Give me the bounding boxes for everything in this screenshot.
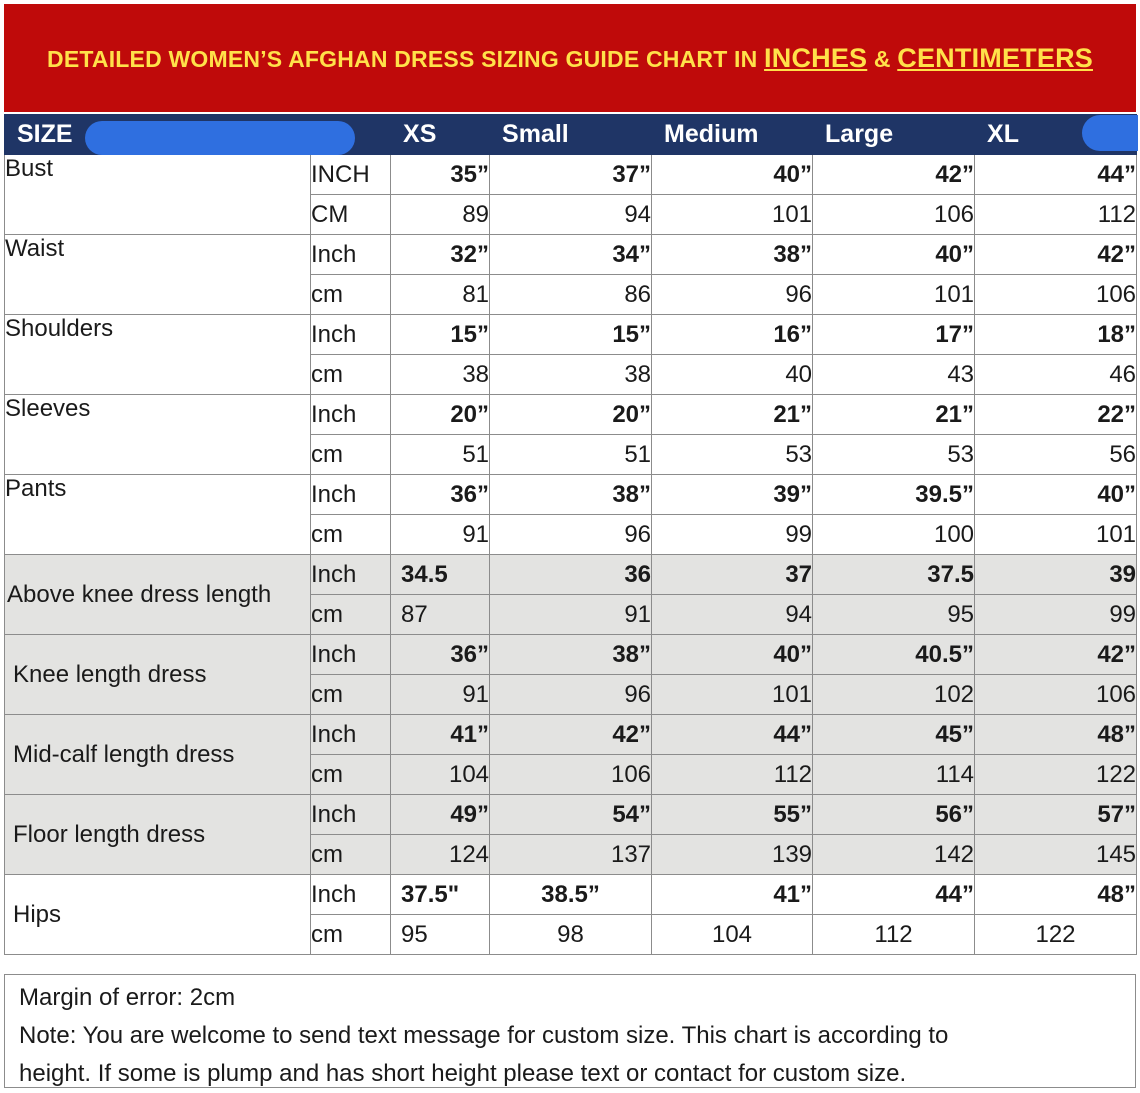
note-line-2: height. If some is plump and has short height please text or contact for custom size. bbox=[19, 1060, 907, 1087]
size-value-cell: 38.5” bbox=[490, 875, 652, 915]
notes-box bbox=[4, 974, 1136, 1088]
unit-label: Inch bbox=[311, 635, 391, 675]
size-value-cell: 101 bbox=[975, 515, 1137, 555]
size-value-cell: 102 bbox=[813, 675, 975, 715]
unit-label: cm bbox=[311, 915, 391, 955]
size-value-cell: 106 bbox=[490, 755, 652, 795]
size-value-cell: 48” bbox=[975, 715, 1137, 755]
size-value-cell: 42” bbox=[975, 235, 1137, 275]
unit-label: Inch bbox=[311, 875, 391, 915]
size-value-cell: 122 bbox=[975, 755, 1137, 795]
size-value-cell: 40” bbox=[975, 475, 1137, 515]
unit-label: Inch bbox=[311, 715, 391, 755]
size-value-cell: 40” bbox=[652, 155, 813, 195]
size-value-cell: 122 bbox=[975, 915, 1137, 955]
size-value-cell: 139 bbox=[652, 835, 813, 875]
size-value-cell: 40” bbox=[813, 235, 975, 275]
size-value-cell: 57” bbox=[975, 795, 1137, 835]
size-value-cell: 101 bbox=[813, 275, 975, 315]
size-value-cell: 42” bbox=[490, 715, 652, 755]
measurement-label: Shoulders bbox=[5, 315, 311, 395]
size-value-cell: 44” bbox=[813, 875, 975, 915]
measurement-label: Sleeves bbox=[5, 395, 311, 475]
title-banner bbox=[4, 4, 1136, 112]
title-lead: DETAILED WOMEN’S AFGHAN DRESS SIZING GUIDE CHART IN bbox=[47, 45, 765, 72]
size-value-cell: 86 bbox=[490, 275, 652, 315]
size-value-cell: 53 bbox=[813, 435, 975, 475]
size-value-cell: 20” bbox=[490, 395, 652, 435]
size-value-cell: 51 bbox=[490, 435, 652, 475]
size-value-cell: 145 bbox=[975, 835, 1137, 875]
title-inches: INCHES bbox=[764, 42, 868, 73]
measurement-label: Waist bbox=[5, 235, 311, 315]
measurement-label: Bust bbox=[5, 155, 311, 235]
size-value-cell: 40.5” bbox=[813, 635, 975, 675]
chart-body bbox=[5, 155, 1137, 955]
size-value-cell: 46 bbox=[975, 355, 1137, 395]
size-value-cell: 81 bbox=[391, 275, 490, 315]
size-value-cell: 37 bbox=[652, 555, 813, 595]
table-row bbox=[5, 875, 1137, 915]
size-value-cell: 36” bbox=[391, 635, 490, 675]
title-centimeters: CENTIMETERS bbox=[897, 42, 1093, 73]
table-row bbox=[5, 475, 1137, 515]
table-row bbox=[5, 555, 1137, 595]
table-row bbox=[5, 795, 1137, 835]
redaction-mark bbox=[85, 121, 355, 155]
size-value-cell: 38 bbox=[490, 355, 652, 395]
unit-label: cm bbox=[311, 835, 391, 875]
unit-label: cm bbox=[311, 275, 391, 315]
size-value-cell: 15” bbox=[391, 315, 490, 355]
title-amp: & bbox=[867, 45, 898, 72]
size-value-cell: 142 bbox=[813, 835, 975, 875]
size-value-cell: 42” bbox=[813, 155, 975, 195]
size-value-cell: 106 bbox=[813, 195, 975, 235]
size-value-cell: 112 bbox=[975, 195, 1137, 235]
size-value-cell: 112 bbox=[652, 755, 813, 795]
size-value-cell: 56 bbox=[975, 435, 1137, 475]
unit-label: cm bbox=[311, 435, 391, 475]
size-value-cell: 96 bbox=[652, 275, 813, 315]
size-value-cell: 39” bbox=[652, 475, 813, 515]
header-row bbox=[5, 115, 1137, 155]
size-value-cell: 18” bbox=[975, 315, 1137, 355]
size-value-cell: 55” bbox=[652, 795, 813, 835]
size-value-cell: 51 bbox=[391, 435, 490, 475]
size-value-cell: 40” bbox=[652, 635, 813, 675]
size-value-cell: 95 bbox=[391, 915, 490, 955]
unit-label: Inch bbox=[311, 475, 391, 515]
size-value-cell: 38” bbox=[490, 635, 652, 675]
size-xs-header: XS bbox=[391, 115, 490, 155]
table-row bbox=[5, 155, 1137, 195]
size-xl-label: XL bbox=[987, 120, 1019, 148]
size-value-cell: 16” bbox=[652, 315, 813, 355]
size-value-cell: 98 bbox=[490, 915, 652, 955]
size-value-cell: 89 bbox=[391, 195, 490, 235]
size-value-cell: 96 bbox=[490, 675, 652, 715]
size-value-cell: 100 bbox=[813, 515, 975, 555]
table-row bbox=[5, 715, 1137, 755]
table-row bbox=[5, 315, 1137, 355]
size-value-cell: 91 bbox=[391, 675, 490, 715]
unit-label: cm bbox=[311, 595, 391, 635]
unit-label: cm bbox=[311, 755, 391, 795]
size-medium-header: Medium bbox=[652, 115, 813, 155]
size-value-cell: 106 bbox=[975, 675, 1137, 715]
size-value-cell: 17” bbox=[813, 315, 975, 355]
size-value-cell: 101 bbox=[652, 195, 813, 235]
size-value-cell: 91 bbox=[490, 595, 652, 635]
size-value-cell: 87 bbox=[391, 595, 490, 635]
size-value-cell: 43 bbox=[813, 355, 975, 395]
unit-label: INCH bbox=[311, 155, 391, 195]
measurement-label: Floor length dress bbox=[5, 795, 311, 875]
size-value-cell: 54” bbox=[490, 795, 652, 835]
size-value-cell: 94 bbox=[490, 195, 652, 235]
size-value-cell: 41” bbox=[391, 715, 490, 755]
measurement-label: Hips bbox=[5, 875, 311, 955]
size-value-cell: 45” bbox=[813, 715, 975, 755]
unit-label: Inch bbox=[311, 555, 391, 595]
size-value-cell: 37.5 bbox=[813, 555, 975, 595]
size-value-cell: 112 bbox=[813, 915, 975, 955]
unit-label: cm bbox=[311, 515, 391, 555]
size-value-cell: 44” bbox=[652, 715, 813, 755]
size-small-header: Small bbox=[490, 115, 652, 155]
size-value-cell: 37.5" bbox=[391, 875, 490, 915]
table-row bbox=[5, 235, 1137, 275]
size-header-label: SIZE bbox=[17, 120, 73, 148]
size-header bbox=[5, 115, 391, 155]
size-value-cell: 21” bbox=[652, 395, 813, 435]
size-value-cell: 20” bbox=[391, 395, 490, 435]
margin-of-error-text: Margin of error: 2cm bbox=[19, 984, 236, 1011]
size-value-cell: 34.5 bbox=[391, 555, 490, 595]
table-row bbox=[5, 395, 1137, 435]
size-value-cell: 38 bbox=[391, 355, 490, 395]
size-value-cell: 104 bbox=[652, 915, 813, 955]
unit-label: Inch bbox=[311, 795, 391, 835]
size-value-cell: 36” bbox=[391, 475, 490, 515]
size-chart-table bbox=[4, 114, 1137, 955]
measurement-label: Pants bbox=[5, 475, 311, 555]
size-value-cell: 137 bbox=[490, 835, 652, 875]
size-value-cell: 22” bbox=[975, 395, 1137, 435]
size-value-cell: 106 bbox=[975, 275, 1137, 315]
size-value-cell: 99 bbox=[652, 515, 813, 555]
size-large-header: Large bbox=[813, 115, 975, 155]
size-value-cell: 39.5” bbox=[813, 475, 975, 515]
table-row bbox=[5, 635, 1137, 675]
size-value-cell: 91 bbox=[391, 515, 490, 555]
size-value-cell: 38” bbox=[490, 475, 652, 515]
size-value-cell: 39 bbox=[975, 555, 1137, 595]
size-value-cell: 34” bbox=[490, 235, 652, 275]
size-value-cell: 124 bbox=[391, 835, 490, 875]
size-value-cell: 41” bbox=[652, 875, 813, 915]
unit-label: Inch bbox=[311, 315, 391, 355]
size-value-cell: 104 bbox=[391, 755, 490, 795]
unit-label: Inch bbox=[311, 235, 391, 275]
size-value-cell: 35” bbox=[391, 155, 490, 195]
size-value-cell: 53 bbox=[652, 435, 813, 475]
size-value-cell: 21” bbox=[813, 395, 975, 435]
measurement-label: Above knee dress length bbox=[5, 555, 311, 635]
size-value-cell: 101 bbox=[652, 675, 813, 715]
unit-label: cm bbox=[311, 355, 391, 395]
size-value-cell: 37” bbox=[490, 155, 652, 195]
size-xl-header bbox=[975, 115, 1137, 155]
size-value-cell: 49” bbox=[391, 795, 490, 835]
size-value-cell: 96 bbox=[490, 515, 652, 555]
size-value-cell: 15” bbox=[490, 315, 652, 355]
measurement-label: Knee length dress bbox=[5, 635, 311, 715]
redaction-mark-edge bbox=[1082, 115, 1138, 151]
size-value-cell: 36 bbox=[490, 555, 652, 595]
size-value-cell: 40 bbox=[652, 355, 813, 395]
unit-label: CM bbox=[311, 195, 391, 235]
measurement-label: Mid-calf length dress bbox=[5, 715, 311, 795]
size-value-cell: 114 bbox=[813, 755, 975, 795]
unit-label: cm bbox=[311, 675, 391, 715]
chart-title bbox=[47, 43, 1093, 74]
size-value-cell: 94 bbox=[652, 595, 813, 635]
size-value-cell: 95 bbox=[813, 595, 975, 635]
size-value-cell: 44” bbox=[975, 155, 1137, 195]
note-line-1: Note: You are welcome to send text message for custom size. This chart is according to bbox=[19, 1022, 949, 1049]
size-value-cell: 42” bbox=[975, 635, 1137, 675]
size-value-cell: 48” bbox=[975, 875, 1137, 915]
size-value-cell: 99 bbox=[975, 595, 1137, 635]
size-value-cell: 38” bbox=[652, 235, 813, 275]
size-value-cell: 32” bbox=[391, 235, 490, 275]
unit-label: Inch bbox=[311, 395, 391, 435]
size-value-cell: 56” bbox=[813, 795, 975, 835]
